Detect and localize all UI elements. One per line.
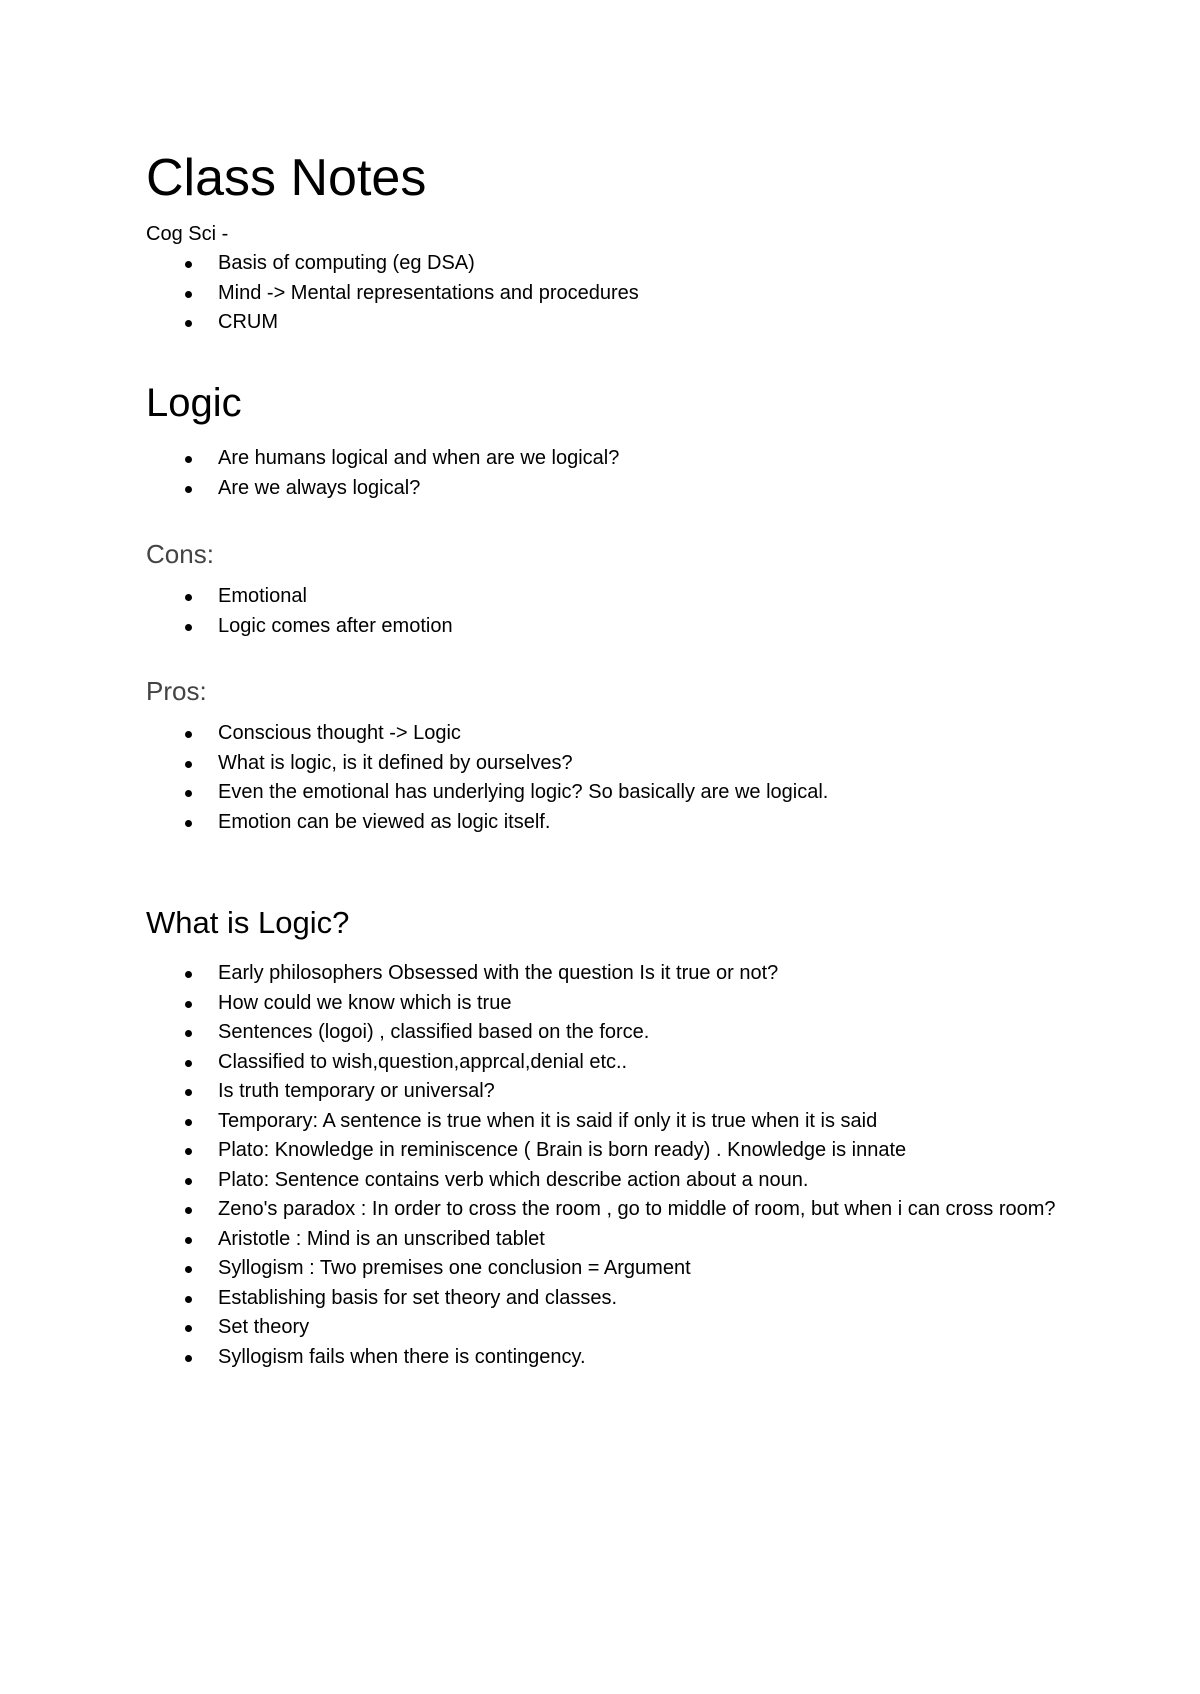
logic-list <box>146 444 619 503</box>
bullet-icon <box>185 594 192 601</box>
logic-heading: Logic <box>146 381 242 425</box>
what-is-logic-list <box>146 959 1058 1372</box>
list-item: How could we know which is true <box>146 989 1058 1019</box>
list-item: Conscious thought -> Logic <box>146 719 828 749</box>
list-item: Is truth temporary or universal? <box>146 1077 1058 1107</box>
bullet-icon <box>185 1325 192 1332</box>
bullet-icon <box>185 1296 192 1303</box>
bullet-icon <box>185 1119 192 1126</box>
bullet-icon <box>185 820 192 827</box>
bullet-icon <box>185 1237 192 1244</box>
list-item: Mind -> Mental representations and procedures <box>146 279 639 309</box>
pros-heading: Pros: <box>146 676 207 706</box>
cons-heading: Cons: <box>146 539 214 569</box>
bullet-icon <box>185 456 192 463</box>
list-item: CRUM <box>146 308 639 338</box>
list-item: Syllogism fails when there is contingency. <box>146 1343 1058 1373</box>
list-item: Syllogism : Two premises one conclusion = Argument <box>146 1254 1058 1284</box>
list-item: Are humans logical and when are we logical? <box>146 444 619 474</box>
what-is-logic-heading: What is Logic? <box>146 905 350 940</box>
list-item: Establishing basis for set theory and classes. <box>146 1284 1058 1314</box>
bullet-icon <box>185 486 192 493</box>
list-item: Even the emotional has underlying logic? So basically are we logical. <box>146 778 828 808</box>
bullet-icon <box>185 731 192 738</box>
cons-list <box>146 582 453 641</box>
bullet-icon <box>185 971 192 978</box>
list-item: Emotional <box>146 582 453 612</box>
bullet-icon <box>185 1207 192 1214</box>
list-item: Plato: Sentence contains verb which describe action about a noun. <box>146 1166 1058 1196</box>
bullet-icon <box>185 1148 192 1155</box>
list-item: Early philosophers Obsessed with the question Is it true or not? <box>146 959 1058 989</box>
pros-list <box>146 719 828 837</box>
list-item: Zeno's paradox : In order to cross the room , go to middle of room, but when i can cross room? <box>146 1195 1058 1225</box>
bullet-icon <box>185 1001 192 1008</box>
list-item: Plato: Knowledge in reminiscence ( Brain is born ready) . Knowledge is innate <box>146 1136 1058 1166</box>
intro-label: Cog Sci - <box>146 223 229 245</box>
bullet-icon <box>185 320 192 327</box>
bullet-icon <box>185 261 192 268</box>
list-item: Emotion can be viewed as logic itself. <box>146 808 828 838</box>
list-item: Aristotle : Mind is an unscribed tablet <box>146 1225 1058 1255</box>
intro-list <box>146 249 639 338</box>
list-item: Logic comes after emotion <box>146 612 453 642</box>
list-item: Set theory <box>146 1313 1058 1343</box>
list-item: Sentences (logoi) , classified based on the force. <box>146 1018 1058 1048</box>
bullet-icon <box>185 624 192 631</box>
list-item: Are we always logical? <box>146 474 619 504</box>
bullet-icon <box>185 1355 192 1362</box>
list-item: Classified to wish,question,apprcal,denial etc.. <box>146 1048 1058 1078</box>
list-item: Basis of computing (eg DSA) <box>146 249 639 279</box>
bullet-icon <box>185 761 192 768</box>
bullet-icon <box>185 1089 192 1096</box>
bullet-icon <box>185 1178 192 1185</box>
bullet-icon <box>185 1266 192 1273</box>
list-item: Temporary: A sentence is true when it is said if only it is true when it is said <box>146 1107 1058 1137</box>
list-item: What is logic, is it defined by ourselves? <box>146 749 828 779</box>
bullet-icon <box>185 1060 192 1067</box>
bullet-icon <box>185 790 192 797</box>
page-title: Class Notes <box>146 149 427 207</box>
bullet-icon <box>185 291 192 298</box>
bullet-icon <box>185 1030 192 1037</box>
